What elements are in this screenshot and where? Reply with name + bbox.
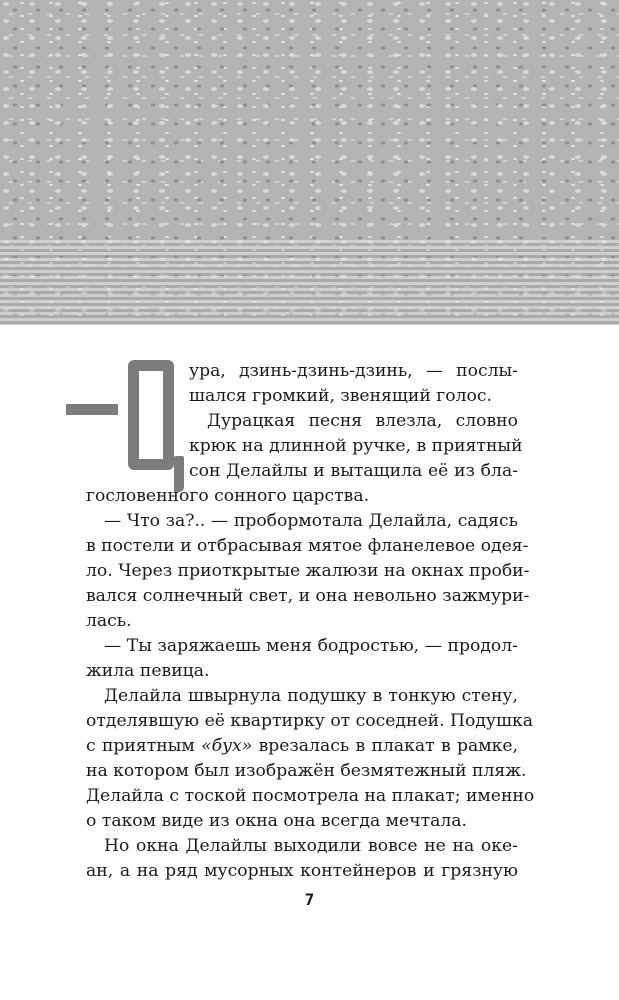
text-line: гословенного сонного царства.: [86, 486, 370, 506]
emphasis-text: «бух»: [201, 736, 253, 756]
text-line: [86, 734, 518, 759]
text-line: ло. Через приоткрытые жалюзи на окнах проби-: [86, 561, 530, 581]
text-line: Дурацкая песня влезла, словно: [207, 411, 518, 431]
text-line: о таком виде из окна она всегда мечтала.: [86, 811, 467, 831]
text-line: — Что за?.. — пробормотала Делайла, садясь: [104, 511, 518, 531]
text-line: ура, дзинь-дзинь-дзинь, — послы-: [189, 361, 518, 381]
text-line: на котором был изображён безмятежный пляж.: [86, 761, 527, 781]
text-line: ан, а на ряд мусорных контейнеров и грязную: [86, 861, 518, 881]
text-fragment: с приятным: [86, 736, 202, 756]
text-line: жила певица.: [86, 661, 210, 681]
text-line: Делайла швырнула подушку в тонкую стену,: [104, 686, 518, 706]
body-text: [86, 359, 535, 884]
text-line: — Ты заряжаешь меня бодростью, — продол-: [104, 636, 518, 656]
text-line: лась.: [86, 611, 132, 631]
text-line: шался громкий, звенящий голос.: [189, 386, 492, 406]
text-fragment: врезалась в плакат в рамке,: [252, 736, 518, 756]
text-line: Но окна Делайлы выходили вовсе не на оке-: [104, 836, 518, 856]
text-line: отделявшую её квартирку от соседней. Подушка: [86, 711, 534, 731]
text-line: Делайла с тоской посмотрела на плакат; именно: [86, 786, 535, 806]
text-line: в постели и отбрасывая мятое фланелевое одея-: [86, 536, 529, 556]
header-texture-band: [0, 0, 619, 325]
text-line: вался солнечный свет, и она невольно зажмури-: [86, 586, 530, 606]
text-line: сон Делайлы и вытащила её из бла-: [189, 461, 518, 481]
page-number: 7: [304, 890, 315, 909]
text-line: крюк на длинной ручке, в приятный: [189, 436, 523, 456]
